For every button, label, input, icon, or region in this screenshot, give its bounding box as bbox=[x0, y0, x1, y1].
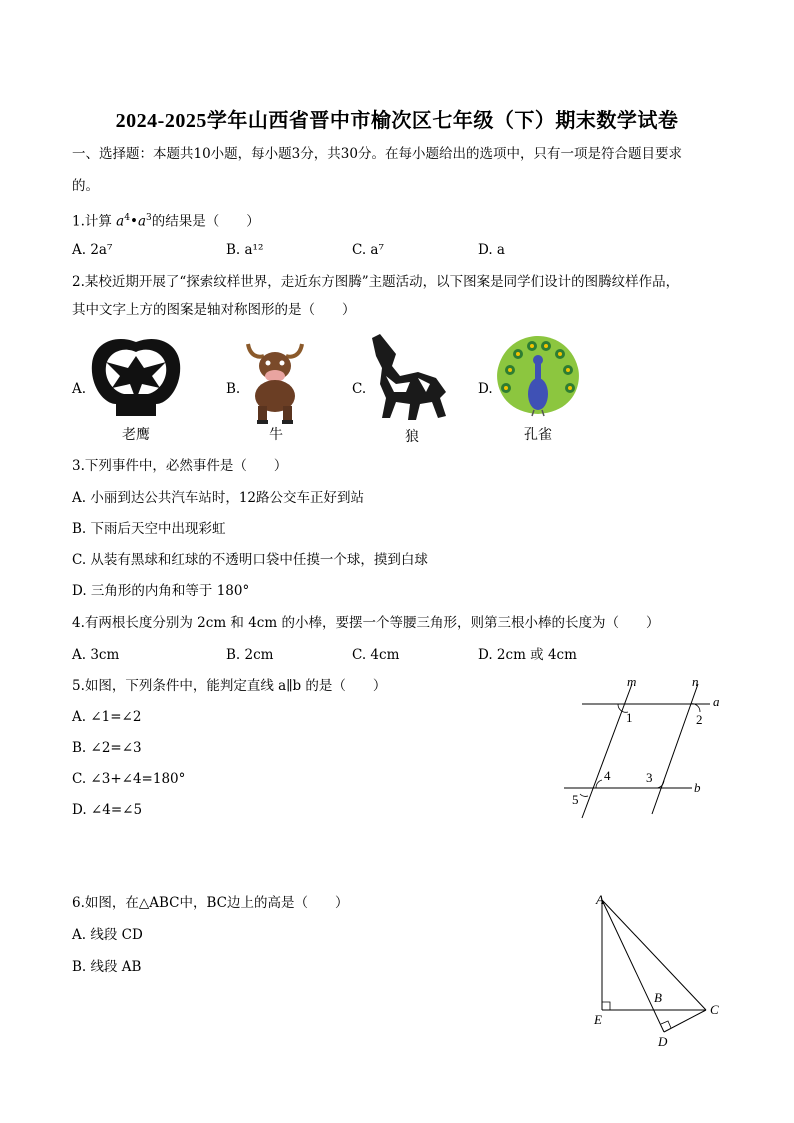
eagle-icon bbox=[86, 334, 186, 424]
label-C: C bbox=[710, 1002, 719, 1017]
label-D: D bbox=[658, 1034, 668, 1049]
wolf-icon bbox=[366, 332, 450, 424]
question-4-option-d[interactable]: D. 2cm 或 4cm bbox=[478, 647, 577, 663]
section-1-instructions: 一、选择题：本题共10小题，每小题3分，共30分。在每小题给出的选项中，只有一项是符合题目要求 bbox=[72, 146, 682, 162]
question-2-option-c-letter[interactable]: C. bbox=[352, 381, 367, 397]
label-E: E bbox=[594, 1012, 602, 1027]
question-1-option-d[interactable]: D. a bbox=[478, 242, 505, 258]
triangle-figure bbox=[586, 890, 726, 1050]
question-4-option-a[interactable]: A. 3cm bbox=[72, 647, 120, 663]
question-2-stem-cont: 其中文字上方的图案是轴对称图形的是（ ） bbox=[72, 302, 356, 318]
label-B: B bbox=[654, 990, 662, 1005]
label-angle-4: 4 bbox=[604, 768, 611, 783]
question-5-option-d[interactable]: D. ∠4=∠5 bbox=[72, 802, 143, 818]
label-b: b bbox=[694, 780, 701, 795]
question-3-option-b[interactable]: B. 下雨后天空中出现彩虹 bbox=[72, 521, 226, 537]
question-2-caption-d: 孔雀 bbox=[524, 427, 552, 443]
question-1-suffix: 的结果是（ ） bbox=[151, 213, 260, 230]
label-angle-3: 3 bbox=[646, 770, 653, 785]
question-5-option-c[interactable]: C. ∠3+∠4=180° bbox=[72, 771, 186, 787]
label-angle-5: 5 bbox=[572, 792, 579, 807]
question-2-caption-b: 牛 bbox=[269, 427, 283, 443]
question-2-option-a-letter[interactable]: A. bbox=[72, 381, 87, 397]
question-1-stem: 1.计算 $a^4•a^3$的结果是（ ） bbox=[72, 213, 260, 230]
label-angle-2: 2 bbox=[696, 712, 703, 727]
question-5-option-a[interactable]: A. ∠1=∠2 bbox=[72, 709, 142, 725]
question-5-stem: 5.如图，下列条件中，能判定直线 a∥b 的是（ ） bbox=[72, 678, 387, 694]
question-6-stem: 6.如图，在△ABC中，BC边上的高是（ ） bbox=[72, 895, 349, 911]
peacock-icon bbox=[492, 334, 584, 418]
label-m: m bbox=[627, 674, 637, 689]
question-3-stem: 3.下列事件中，必然事件是（ ） bbox=[72, 458, 288, 474]
question-4-option-c[interactable]: C. 4cm bbox=[352, 647, 400, 663]
bull-icon bbox=[240, 334, 310, 426]
parallel-lines-figure bbox=[560, 672, 730, 822]
label-a: a bbox=[713, 694, 720, 709]
question-5-option-b[interactable]: B. ∠2=∠3 bbox=[72, 740, 142, 756]
question-2-stem: 2.某校近期开展了“探索纹样世界，走近东方图腾”主题活动，以下图案是同学们设计的图腾纹样作品， bbox=[72, 274, 680, 290]
question-2-option-b-letter[interactable]: B. bbox=[226, 381, 241, 397]
question-2-option-d-letter[interactable]: D. bbox=[478, 381, 493, 397]
question-1-option-c[interactable]: C. a⁷ bbox=[352, 242, 384, 258]
section-1-instructions-cont: 的。 bbox=[72, 178, 99, 194]
question-4-stem: 4.有两根长度分别为 2cm 和 4cm 的小棒，要摆一个等腰三角形，则第三根小棒的长度为（ ） bbox=[72, 615, 660, 631]
label-angle-1: 1 bbox=[626, 710, 633, 725]
question-6-option-a[interactable]: A. 线段 CD bbox=[72, 927, 143, 943]
label-n: n bbox=[692, 674, 699, 689]
question-3-option-a[interactable]: A. 小丽到达公共汽车站时，12路公交车正好到站 bbox=[72, 490, 365, 506]
question-1-option-a[interactable]: A. 2a⁷ bbox=[72, 242, 113, 258]
label-A: A bbox=[596, 892, 604, 907]
question-3-option-c[interactable]: C. 从装有黑球和红球的不透明口袋中任摸一个球，摸到白球 bbox=[72, 552, 428, 568]
question-1-option-b[interactable]: B. a¹² bbox=[226, 242, 264, 258]
question-2-caption-a: 老鹰 bbox=[122, 427, 150, 443]
question-1-prefix: 1.计算 bbox=[72, 213, 117, 230]
question-2-caption-c: 狼 bbox=[405, 429, 419, 445]
question-3-option-d[interactable]: D. 三角形的内角和等于 180° bbox=[72, 583, 250, 599]
question-4-option-b[interactable]: B. 2cm bbox=[226, 647, 274, 663]
page-title: 2024-2025学年山西省晋中市榆次区七年级（下）期末数学试卷 bbox=[115, 110, 679, 132]
question-6-option-b[interactable]: B. 线段 AB bbox=[72, 959, 142, 975]
